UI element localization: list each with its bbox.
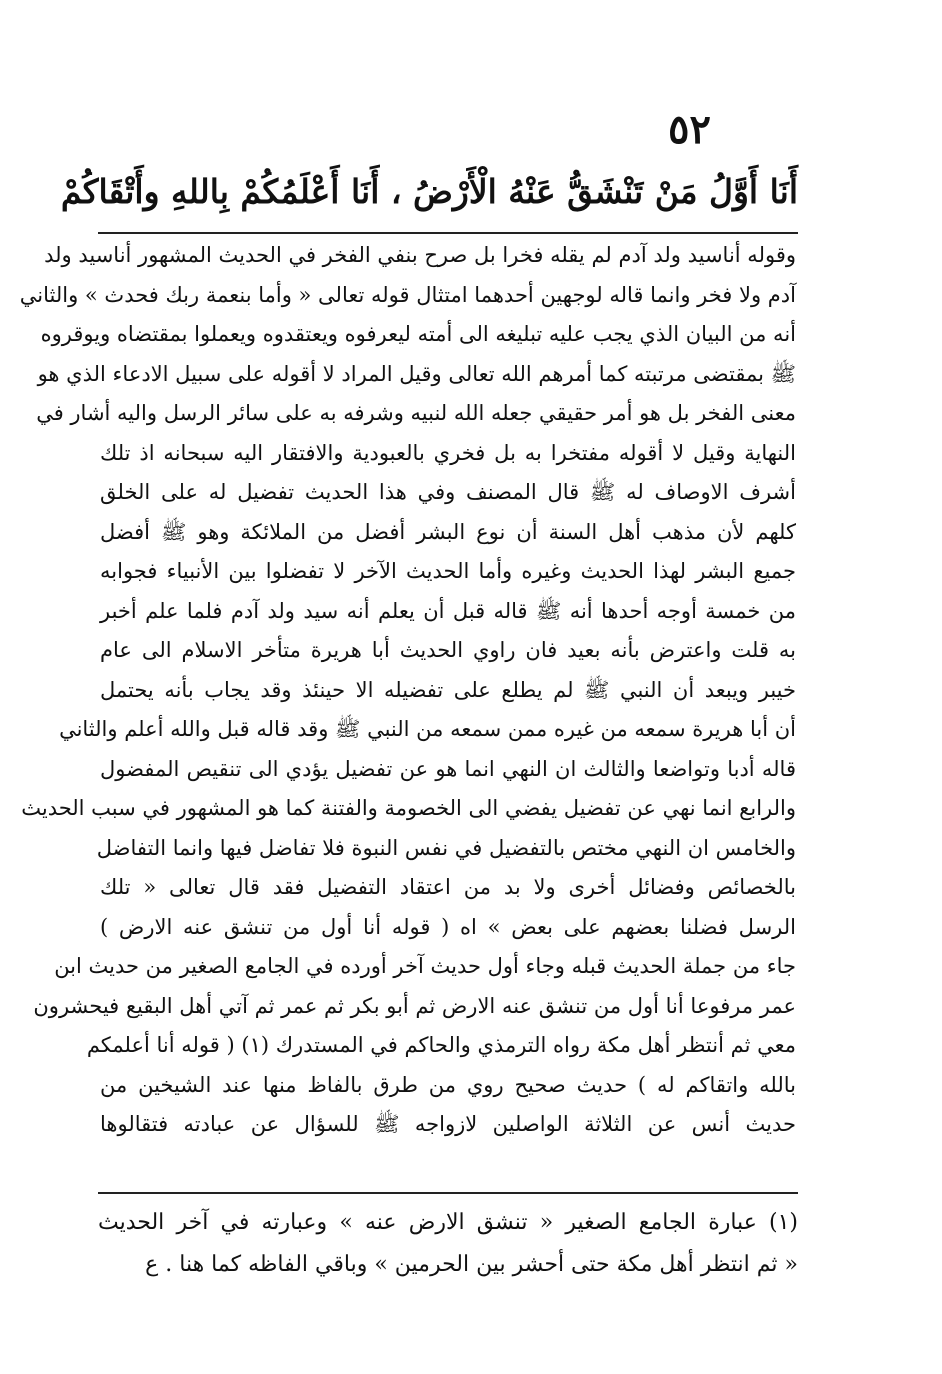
commentary-line: جاء من جملة الحديث قبله وجاء أول حديث آخر أورده في الجامع الصغير من حديث ابن (54, 954, 796, 978)
commentary-line: معي ثم أنتظر أهل مكة رواه الترمذي والحاكم في المستدرك (١) ( قوله أنا أعلمكم (86, 1033, 796, 1057)
commentary-line: والخامس ان النهي مختص بالتفضيل في نفس النبوة فلا تفاضل فيها وانما التفاضل (96, 835, 796, 860)
commentary-line: به قلت واعترض بأنه بعيد فان راوي الحديث أبا هريرة متأخر الاسلام الى عام (100, 638, 796, 662)
commentary-line: بالخصائص وفضائل أخرى ولا بد من اعتقاد التفضيل فقد قال تعالى « تلك (100, 875, 796, 899)
commentary-line: معنى الفخر بل هو أمر حقيقي جعله الله لنبيه وشرفه به على سائر الرسل واليه أشار في (36, 401, 796, 425)
page-number: ٥٢ (668, 106, 711, 153)
footnote-line: (١) عبارة الجامع الصغير « تنشق الارض عنه » وعبارته في آخر الحديث (98, 1210, 798, 1235)
commentary-line: قاله أدبا وتواضعا والثالث ان النهي انما هو عن تفضيل يؤدي الى تنقيص المفضول (100, 756, 796, 781)
commentary-line: وقوله أناسيد ولد آدم لم يقله فخرا بل صرح بنفي الفخر في الحديث المشهور أناسيد ولد (44, 243, 796, 267)
commentary-line: من خمسة أوجه أحدها أنه ﷺ قاله قبل أن يعلم أنه سيد ولد آدم فلما علم أخبر (100, 598, 796, 623)
commentary-line: النهاية وقيل لا أقوله مفتخرا به بل فخري بالعبودية والافتقار اليه سبحانه اذ تلك (100, 440, 796, 465)
commentary-line: آدم ولا فخر وانما قاله لوجهين أحدهما امتثال قوله تعالى « وأما بنعمة ربك فحدث » والثاني (19, 282, 796, 307)
hadith-header: أَنَا أَوَّلُ مَنْ تَنْشَقُّ عَنْهُ الْأَرْضُ ، أَنَا أَعْلَمُكُمْ بِاللهِ وأَتْقَاكُمْ (60, 172, 798, 211)
commentary-line: بالله واتقاكم له ) حديث صحيح روي من طرق بالفاظ منها عند الشيخين من (100, 1072, 796, 1097)
commentary-line: خيبر ويبعد أن النبي ﷺ لم يطلع على تفضيله الا حينئذ وقد يجاب بأنه يحتمل (100, 677, 796, 702)
footnote-line: « ثم انتظر أهل مكة حتى أحشر بين الحرمين » وباقي الفاظه كما هنا . ع (145, 1252, 798, 1277)
commentary-line: جميع البشر لهذا الحديث وغيره وأما الحديث الآخر لا تفضلوا بين الأنبياء فجوابه (100, 559, 796, 583)
commentary-line: كلهم لأن مذهب أهل السنة أن نوع البشر أفضل من الملائكة وهو ﷺ أفضل (100, 519, 796, 544)
header-divider (98, 232, 798, 234)
footnote-block (98, 1202, 798, 1286)
commentary-line: أنه من البيان الذي يجب عليه تبليغه الى أمته ليعرفوه ويعتقدوه ويعملوا بمقتضاه ويوقروه (40, 322, 796, 346)
commentary-block (19, 236, 796, 1145)
commentary-line: والرابع انما نهي عن تفضيل يفضي الى الخصومة والفتنة كما هو المشهور في سبب الحديث (21, 796, 796, 820)
commentary-line: أن أبا هريرة سمعه من غيره ممن سمعه من النبي ﷺ وقد قاله قبل والله أعلم والثاني (59, 717, 796, 741)
commentary-line: أشرف الاوصاف له ﷺ قال المصنف وفي هذا الحديث تفضيل له على الخلق (100, 480, 796, 504)
commentary-line: ﷺ بمقتضى مرتبته كما أمرهم الله تعالى وقيل المراد لا أقوله على سبيل الادعاء الذي هو (37, 361, 796, 386)
footnote-divider (98, 1192, 798, 1194)
commentary-line: حديث أنس عن الثلاثة الواصلين لازواجه ﷺ للسؤال عن عبادته فتقالوها (100, 1112, 796, 1136)
commentary-line: الرسل فضلنا بعضهم على بعض » اه ( قوله أنا أول من تنشق عنه الارض ) (100, 914, 796, 939)
commentary-line: عمر مرفوعا أنا أول من تنشق عنه الارض ثم أبو بكر ثم عمر ثم آتي أهل البقيع فيحشرون (33, 993, 796, 1018)
